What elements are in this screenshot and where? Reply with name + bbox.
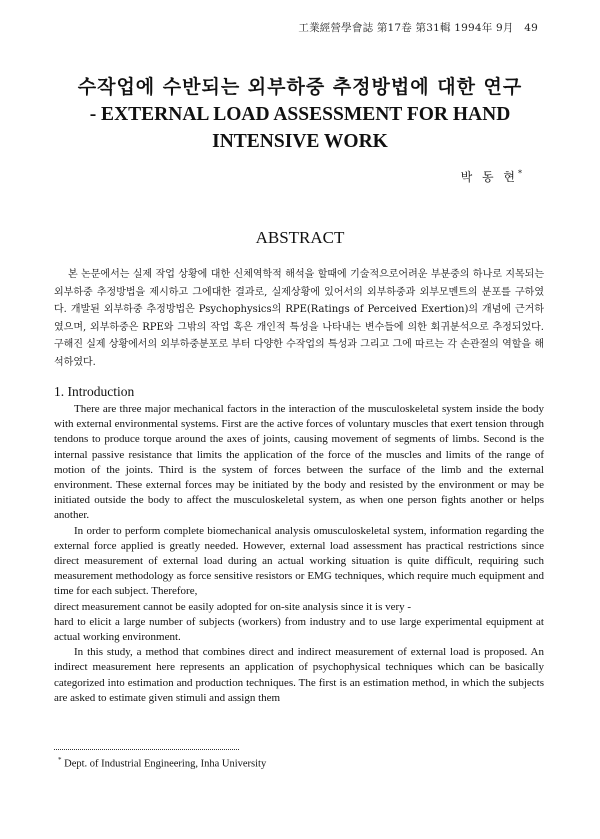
footnote bbox=[58, 756, 266, 770]
abstract-text: 본 논문에서는 실제 작업 상황에 대한 신체역학적 해석을 할때에 기술적으로어려운 부분중의 하나로 지목되는 외부하중 추정방법을 제시하고 그에대한 결과로, 실제상황에 있어서의 외부하중과 외부모멘트의 분포를 구하였다. 개발된 외부하중 추정방법은 Psychophysics의 RPE(Ratings of Perceived Exertion)의 개념에 근거하였으며, 외부하중은 RPE와 그밖의 작업 혹은 개인적 특성을 나타내는 변수들에 의한 회귀분석으로 추정되었다. 구해진 실제 상황에서의 외부하중분포로 부터 다양한 수작업의 특성과 그리고 그에 따르는 각 손관절의 역할을 해석하였다. bbox=[54, 269, 544, 368]
introduction-body bbox=[54, 402, 544, 706]
title-english: - EXTERNAL LOAD ASSESSMENT FOR HAND INTENSIVE WORK bbox=[89, 104, 511, 152]
paragraph: hard to elicit a large number of subjects (workers) from industry and to use large experimental equipment at actual working environment. bbox=[54, 615, 544, 644]
journal-volume: 第17卷 bbox=[376, 22, 412, 34]
footnote-mark: * bbox=[58, 756, 62, 764]
paragraph: direct measurement cannot be easily adopted for on-site analysis since it is very - bbox=[54, 600, 412, 613]
paragraph: In order to perform complete biomechanical analysis omusculoskeletal system, information regarding the external force applied is greatly needed. However, external load assessment has practical restrictions since direct measurement of external load during an actual working situation is quite difficult, requiring such measurement methodology as force sensitive resistors or EMG techniques, which require much equipment and time for each subject. Therefore, bbox=[54, 524, 544, 598]
journal-date: 1994年 9月 bbox=[454, 22, 514, 34]
page-number: 49 bbox=[524, 22, 538, 34]
journal-header bbox=[298, 20, 538, 35]
footnote-text: Dept. of Industrial Engineering, Inha University bbox=[64, 758, 267, 770]
journal-issue: 第31輯 bbox=[415, 22, 451, 34]
paragraph: In this study, a method that combines direct and indirect measurement of external load is proposed. An indirect measurement here represents an application of psychophysical techniques which can be basically categorized into estimation and production techniques. The first is an estimation method, in which the subjects are asked to estimate given stimuli and assign them bbox=[54, 646, 544, 704]
author-mark: * bbox=[518, 169, 522, 178]
author bbox=[461, 168, 522, 185]
paragraph: There are three major mechanical factors in the interaction of the musculoskeletal system inside the body with external environmental systems. First are the active forces of voluntary muscles that exert tension through tendons to produce torque around the axes of joints, causing movement of segments of limbs. Second is the internal passive resistance that limits the application of the force of the muscles and limits of the range of motion of the joints. Third is the system of forces between the surface of the limb and the external environment. These external forces may be initiated by the body and resisted by the environment or may be initiated outside the body to affect the musculoskeletal system, as when one person fights another or helps another. bbox=[54, 403, 544, 522]
abstract-heading: ABSTRACT bbox=[255, 228, 345, 247]
title-korean: 수작업에 수반되는 외부하중 추정방법에 대한 연구 bbox=[77, 76, 523, 98]
footnote-divider bbox=[54, 749, 239, 750]
section-heading-introduction: 1. Introduction bbox=[54, 384, 135, 399]
author-name: 박 동 현 bbox=[460, 170, 518, 184]
journal-name: 工業經營學會誌 bbox=[298, 22, 374, 34]
